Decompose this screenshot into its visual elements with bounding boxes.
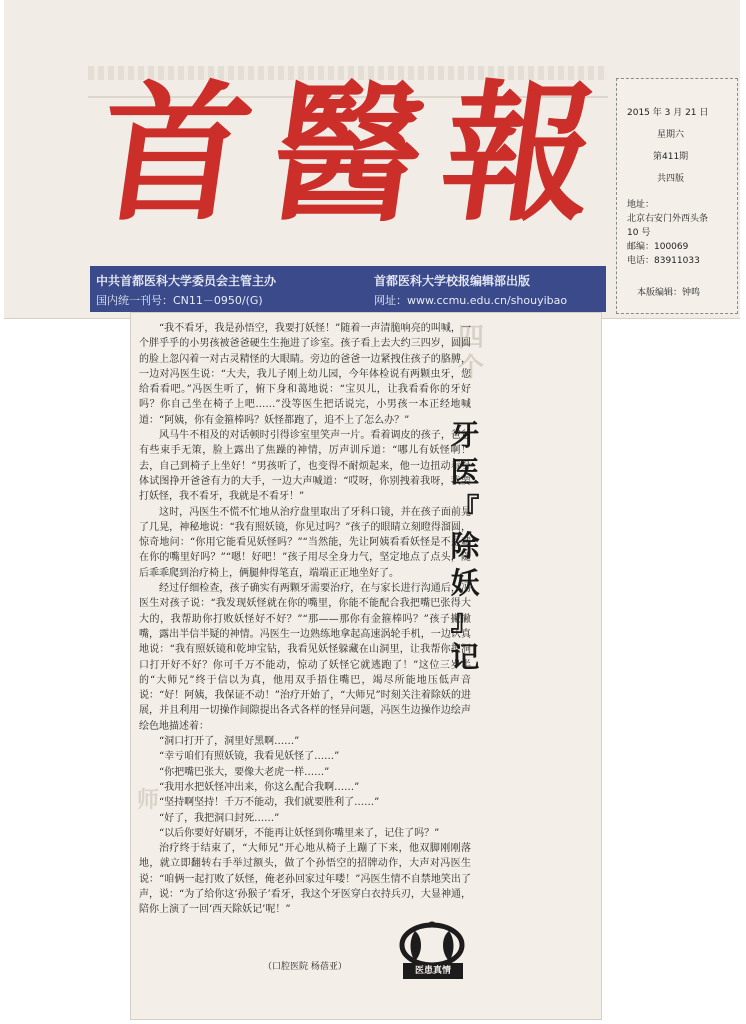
issue-info-box [616,78,738,314]
sponsor-text: 中共首都医科大学委员会主管主办 [96,274,277,288]
page-editor: 本版编辑：钟鸣 [637,288,701,298]
article-body [139,321,471,1011]
issue-weekday: 星期六 [657,130,685,140]
article-paragraph: 治疗终于结束了，“大师兄”开心地从椅子上蹦了下来，他双脚刚刚落地，就立即翻转右手举过额头，做了个孙悟空的招牌动作，大声对冯医生说：“咱俩一起打败了妖怪，俺老孙回家过年喽！”冯医生情不自禁地笑出了声，说：“为了给你这‘孙猴子’看牙，我这个牙医穿白衣持兵刃，大显神通，陪你上演了一回‘西天除妖记’呢！” [139,843,471,916]
dialogue-line: “好了，我把洞口封死……” [159,812,280,824]
column-badge-label: 医患真情 [403,963,463,979]
issue-pages: 共四版 [657,174,685,184]
article-byline: （口腔医院 杨蓓亚） [263,962,347,972]
headline-char: 』 [450,603,480,637]
logo-char-3: 報 [431,66,607,242]
address-line-2: 10 号 [627,228,651,238]
phone-text: 电话：83911033 [627,256,700,266]
issue-date: 2015 年 3 月 21 日 [627,108,709,118]
article-paragraph: 经过仔细检查，孩子确实有两颗牙需要治疗，在与家长进行沟通后，冯医生对孩子说：“我发现妖怪就在你的嘴里，你能不能配合我把嘴巴张得大大的，我帮助你打败妖怪好不好？”“那——那你有金箍棒吗？”孩子撇撇嘴，露出半信半疑的神情。冯医生一边熟练地拿起高速涡轮手机，一边认真地说：“我有照妖镜和乾坤宝钻，我看见妖怪躲藏在山洞里，让我帮你把洞口打开好不好？你可千万不能动，惊动了妖怪它就逃跑了！”这位三岁半的“大师兄”终于信以为真，他用双手捂住嘴巴，竭尽所能地压低声音说：“好！阿姨，我保证不动！”治疗开始了，“大师兄”时刻关注着除妖的进展，并且利用一切操作间隙提出各式各样的怪异问题，冯医生边操作边绘声绘色地描述着： [139,583,471,732]
faces-icon [395,917,469,967]
newspaper-masthead [4,0,740,319]
website-text: 网址：www.ccmu.edu.cn/shouyibao [374,294,568,307]
dialogue-line: “以后你要好好刷牙，不能再让妖怪到你嘴里来了，记住了吗？” [159,827,440,839]
address-label: 地址： [627,200,655,210]
article-paragraph: 风马牛不相及的对话顿时引得诊室里笑声一片。看着调皮的孩子，爸爸有些束手无策，脸上露出了焦躁的神情，厉声训斥道：“哪儿有妖怪啊！去，自己到椅子上坐好！”男孩听了，也变得不耐烦起来，他一边扭动着身体试图挣开爸爸有力的大手，一边大声喊道：“哎呀，你别拽着我呀，我要打妖怪，我不看牙，我就是不看牙！” [139,430,471,503]
publisher-bar [90,266,606,312]
dialogue-line: “幸亏咱们有照妖镜，我看见妖怪了……” [159,751,340,763]
article-paragraph: 这时，冯医生不慌不忙地从治疗盘里取出了牙科口镜，并在孩子面前晃了几晃，神秘地说：“我有照妖镜，你见过吗？”孩子的眼睛立刻瞪得溜圆，惊奇地问：“你用它能看见妖怪吗？”“当然能，先让阿姨看看妖怪是不是藏在你的嘴里好吗？”“嗯！好吧！”孩子用尽全身力气，坚定地点了点头，随后乖乖爬到治疗椅上，俩腿伸得笔直，端端正正地坐好了。 [139,506,471,579]
bleed-through-text-left: 师 [137,787,160,813]
dialogue-line: “我用水把妖怪冲出来，你这么配合我啊……” [159,781,360,793]
headline-char: 医 [450,455,480,489]
headline-char: 牙 [450,418,480,452]
headline-char: 除 [450,529,480,563]
dialogue-line: “你把嘴巴张大，要像大老虎一样……” [159,766,330,778]
article-paragraph: “我不看牙，我是孙悟空，我要打妖怪！”随着一声清脆响亮的叫喊，一个胖乎乎的小男孩被爸爸硬生生拖进了诊室。孩子看上去大约三四岁，圆圆的脸上忽闪着一对古灵精怪的大眼睛。旁边的爸爸一边紧拽住孩子的胳膊，一边对冯医生说：“大夫，我儿子刚上幼儿园，今年体检说有两颗虫牙，您给看看吧。”冯医生听了，俯下身和蔼地说：“宝贝儿，让我看看你的牙好吗？你自己坐在椅子上吧……”没等医生把话说完，小男孩一本正经地喊道：“阿姨，你有金箍棒吗？妖怪都跑了，追不上了怎么办？” [139,323,471,426]
newspaper-logo [87,66,607,248]
postcode-text: 邮编：100069 [627,242,689,252]
dialogue-line: “坚持啊坚持！千万不能动，我们就要胜利了……” [159,797,380,809]
headline-char: 『 [450,492,480,526]
article-headline [445,417,485,674]
headline-char: 记 [450,640,480,674]
address-line-1: 北京右安门外西头条 [627,214,709,224]
dialogue-line: “洞口打开了，洞里好黑啊……” [159,736,300,748]
article-clipping [130,312,602,1020]
publisher-text: 首都医科大学校报编辑部出版 [374,274,531,288]
column-badge [395,917,469,983]
logo-char-2: 醫 [259,66,435,242]
issn-text: 国内统一刊号：CN11－0950/(G) [96,294,263,307]
headline-char: 妖 [450,566,480,600]
logo-char-1: 首 [87,66,263,242]
issue-number: 第411期 [653,152,689,162]
bleed-through-text: 四 个 [457,323,484,383]
